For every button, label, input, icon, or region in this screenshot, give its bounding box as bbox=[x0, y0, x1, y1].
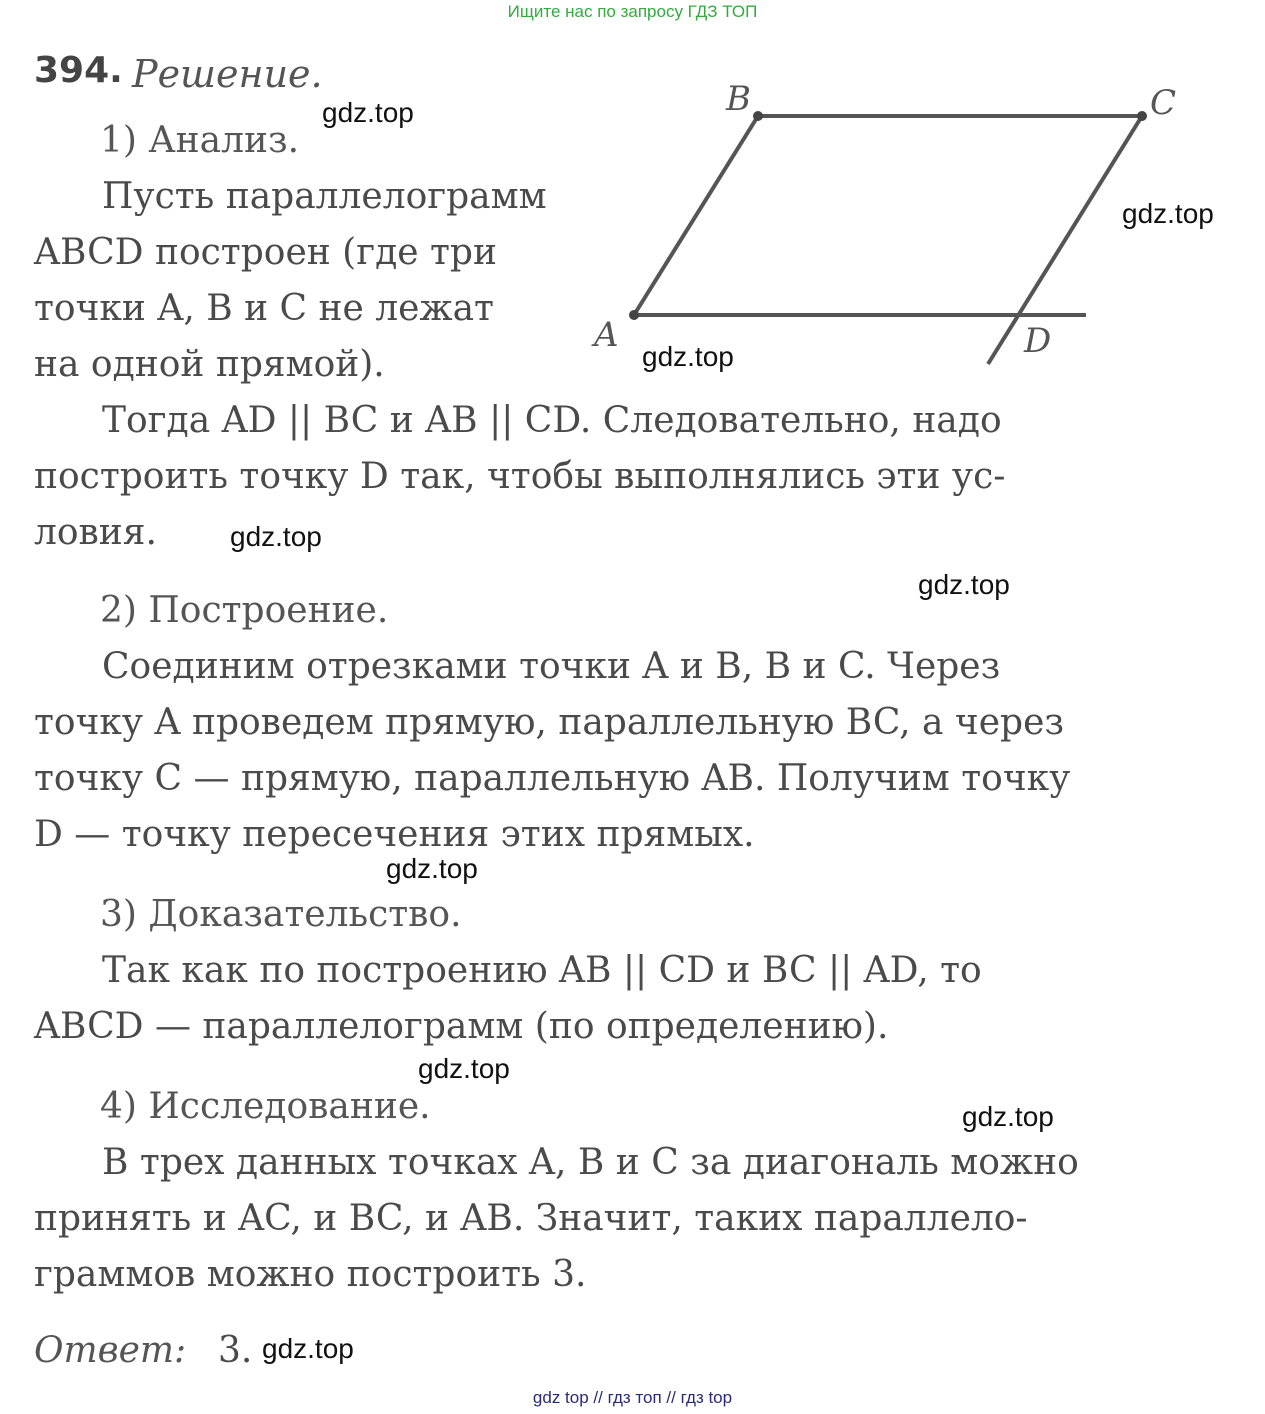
research-heading: 4) Исследование. bbox=[100, 1086, 431, 1127]
analysis-line-7: ловия. bbox=[34, 512, 157, 553]
analysis-line-6: построить точку D так, чтобы выполнялись эти ус- bbox=[34, 456, 1006, 497]
research-line-2: принять и AC, и BC, и AB. Значит, таких параллело- bbox=[34, 1198, 1028, 1239]
construction-line-3: точку C — прямую, параллельную AB. Получим точку bbox=[34, 758, 1071, 799]
label-a: A bbox=[594, 315, 619, 355]
segment-ab bbox=[634, 116, 758, 315]
analysis-line-4: на одной прямой). bbox=[34, 344, 385, 385]
analysis-line-5: Тогда AD || BC и AB || CD. Следовательно, надо bbox=[102, 400, 1002, 441]
analysis-line-1: Пусть параллелограмм bbox=[102, 176, 547, 217]
watermark: gdz.top bbox=[1122, 198, 1214, 229]
construction-line-4: D — точку пересечения этих прямых. bbox=[34, 814, 755, 855]
problem-number: 394. bbox=[34, 50, 123, 91]
watermark: gdz.top bbox=[322, 97, 414, 128]
analysis-line-2: ABCD построен (где три bbox=[34, 232, 497, 273]
answer-label: Ответ: bbox=[34, 1330, 187, 1371]
watermark: gdz.top bbox=[418, 1053, 510, 1084]
watermark: gdz.top bbox=[230, 521, 322, 552]
top-banner[interactable]: Ищите нас по запросу ГДЗ ТОП bbox=[507, 2, 758, 21]
watermark: gdz.top bbox=[262, 1333, 354, 1364]
point-a bbox=[629, 310, 639, 320]
point-c bbox=[1137, 111, 1147, 121]
point-b bbox=[753, 111, 763, 121]
watermark: gdz.top bbox=[918, 569, 1010, 600]
watermark: gdz.top bbox=[386, 853, 478, 884]
label-c: C bbox=[1150, 83, 1177, 123]
answer-value: 3. bbox=[218, 1330, 253, 1371]
proof-line-2: ABCD — параллелограмм (по определению). bbox=[34, 1006, 889, 1047]
analysis-line-3: точки A, B и C не лежат bbox=[34, 288, 494, 329]
construction-line-2: точку A проведем прямую, параллельную BC, а через bbox=[34, 702, 1065, 743]
watermark: gdz.top bbox=[642, 341, 734, 372]
proof-heading: 3) Доказательство. bbox=[100, 894, 462, 935]
research-line-1: В трех данных точках A, B и C за диагональ можно bbox=[102, 1142, 1079, 1183]
label-b: B bbox=[726, 79, 751, 119]
solution-label: Решение. bbox=[132, 52, 323, 96]
proof-line-1: Так как по построению AB || CD и BC || AD, то bbox=[102, 950, 982, 991]
construction-line-1: Соединим отрезками точки A и B, B и C. Через bbox=[102, 646, 1001, 687]
analysis-heading: 1) Анализ. bbox=[100, 120, 300, 161]
construction-heading: 2) Построение. bbox=[100, 590, 389, 631]
line-cd bbox=[988, 116, 1142, 364]
watermark: gdz.top bbox=[962, 1101, 1054, 1132]
footer-links[interactable]: gdz top // гдз топ // гдз top bbox=[532, 1388, 733, 1407]
research-line-3: граммов можно построить 3. bbox=[34, 1254, 587, 1295]
label-d: D bbox=[1024, 321, 1052, 361]
